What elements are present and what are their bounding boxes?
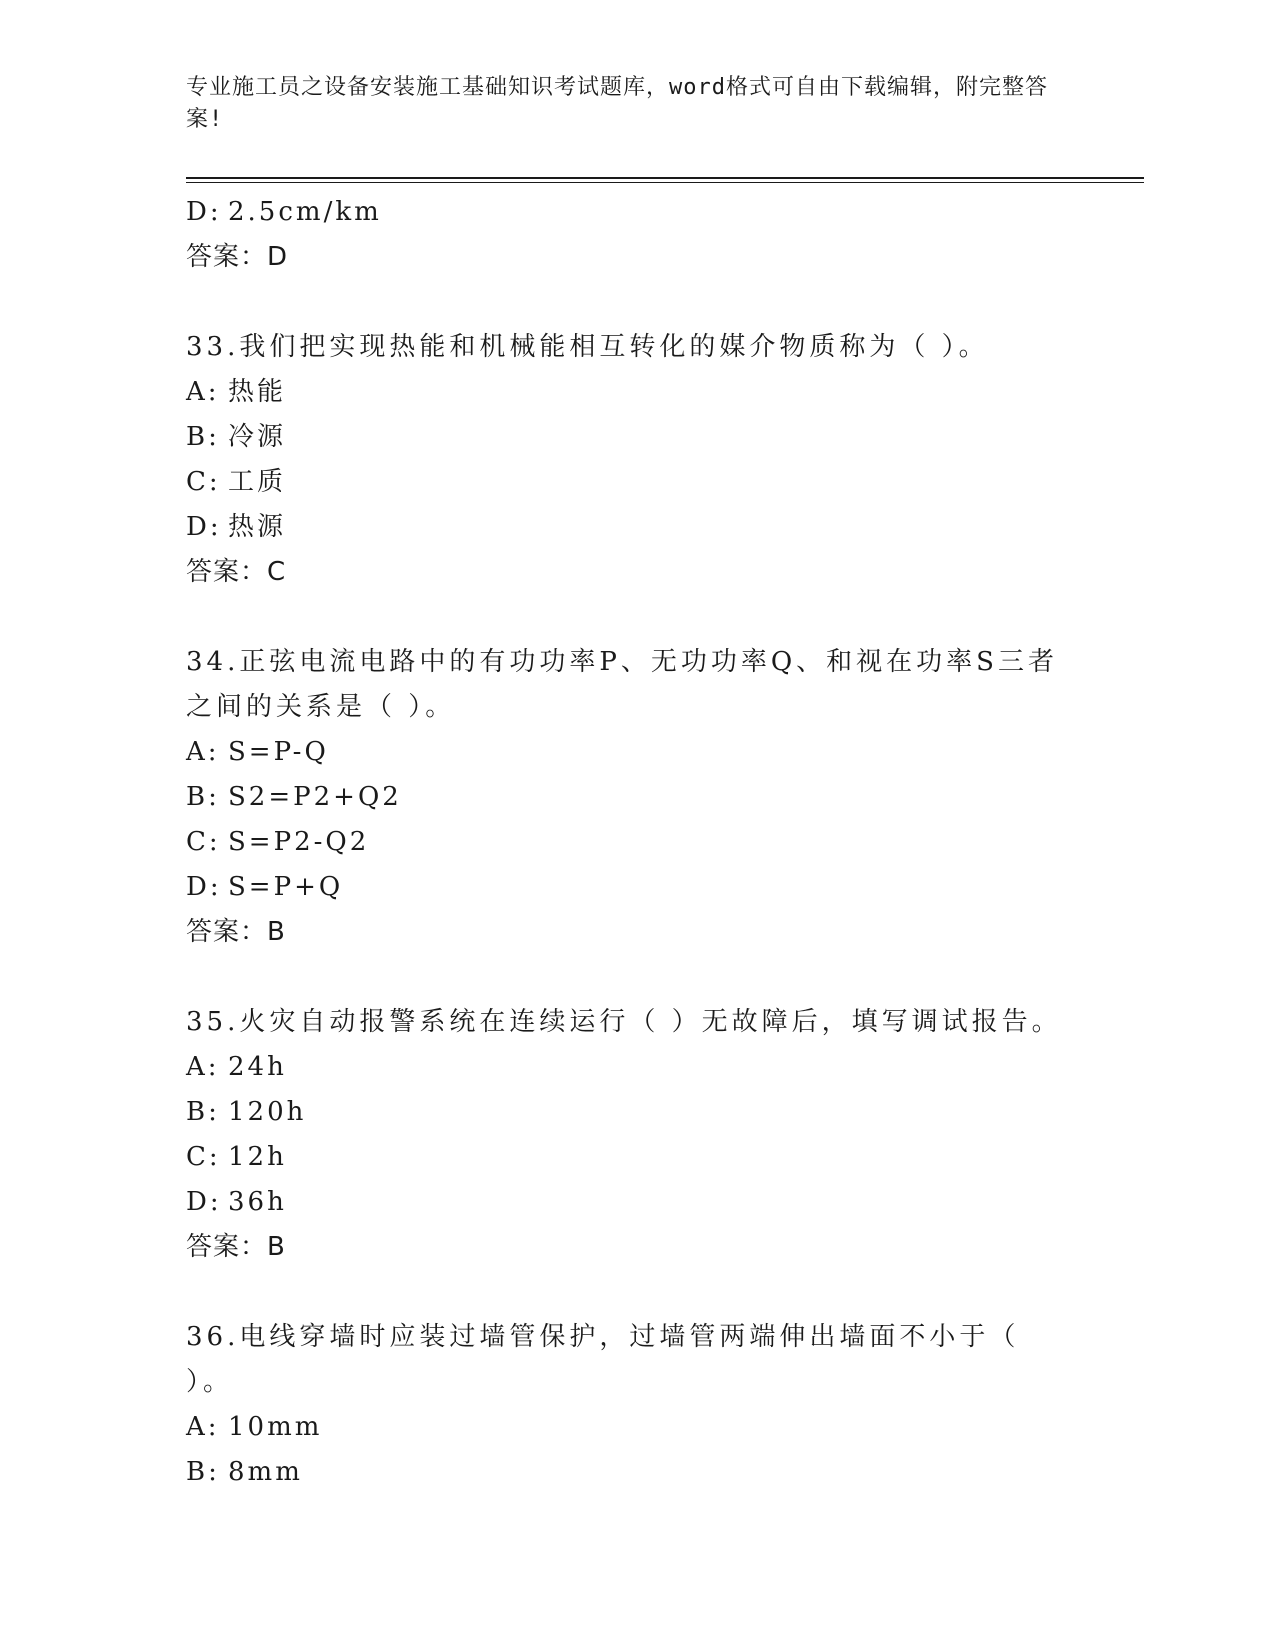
spacer [186,955,1076,1000]
option-c [186,460,1076,505]
option-text: 10mm [228,1412,323,1442]
option-text: S=P2-Q2 [228,827,370,857]
option-key: D: [186,512,222,542]
answer-line: 答案：C [186,557,287,587]
option-key: B: [186,782,220,812]
option-key: B: [186,422,220,452]
question-33 [186,325,1076,595]
option-key: C: [186,1142,221,1172]
option-a [186,730,1076,775]
option-d [186,865,1076,910]
question-stem: 35.火灾自动报警系统在连续运行（ ）无故障后，填写调试报告。 [186,1007,1062,1037]
document-header: 专业施工员之设备安装施工基础知识考试题库，word格式可自由下载编辑，附完整答案! [186,75,1048,132]
option-text: 24h [228,1052,287,1082]
option-key: D: [186,1187,222,1217]
option-key: A: [186,1412,220,1442]
option-text: 120h [228,1097,307,1127]
option-text: 2.5cm/km [228,197,382,227]
option-key: C: [186,827,221,857]
question-list [186,190,1076,1495]
option-key: D: [186,197,222,227]
option-key: A: [186,1052,220,1082]
option-key: D: [186,872,222,902]
answer-line: 答案：D [186,242,289,272]
header-rule-thin [186,182,1144,183]
question-36 [186,1315,1076,1495]
question-tail [186,190,1076,280]
option-d [186,1180,1076,1225]
question-34 [186,640,1076,955]
option-key: A: [186,737,220,767]
option-b [186,1090,1076,1135]
spacer [186,280,1076,325]
question-stem: 36.电线穿墙时应装过墙管保护，过墙管两端伸出墙面不小于（ ）。 [186,1322,1020,1397]
option-key: C: [186,467,221,497]
spacer [186,595,1076,640]
option-a [186,1405,1076,1450]
option-a [186,1045,1076,1090]
option-d [186,190,1076,235]
option-key: A: [186,377,220,407]
option-b [186,1450,1076,1495]
option-text: 热能 [228,377,287,407]
option-text: S=P-Q [228,737,329,767]
option-text: 工质 [228,467,287,497]
answer-line: 答案：B [186,917,286,947]
option-b [186,775,1076,820]
option-text: 36h [228,1187,287,1217]
option-c [186,820,1076,865]
question-35 [186,1000,1076,1270]
option-text: S=P+Q [228,872,344,902]
option-key: B: [186,1097,220,1127]
option-key: B: [186,1457,220,1487]
question-stem: 33.我们把实现热能和机械能相互转化的媒介物质称为（ ）。 [186,332,989,362]
option-b [186,415,1076,460]
spacer [186,1270,1076,1315]
option-c [186,1135,1076,1180]
option-text: S2=P2+Q2 [228,782,402,812]
option-d [186,505,1076,550]
option-a [186,370,1076,415]
header-rule-thick [186,177,1144,179]
option-text: 热源 [228,512,287,542]
option-text: 8mm [228,1457,303,1487]
question-stem: 34.正弦电流电路中的有功功率P、无功功率Q、和视在功率S三者之间的关系是（ ）。 [186,647,1058,722]
option-text: 冷源 [228,422,287,452]
option-text: 12h [228,1142,287,1172]
answer-line: 答案：B [186,1232,286,1262]
